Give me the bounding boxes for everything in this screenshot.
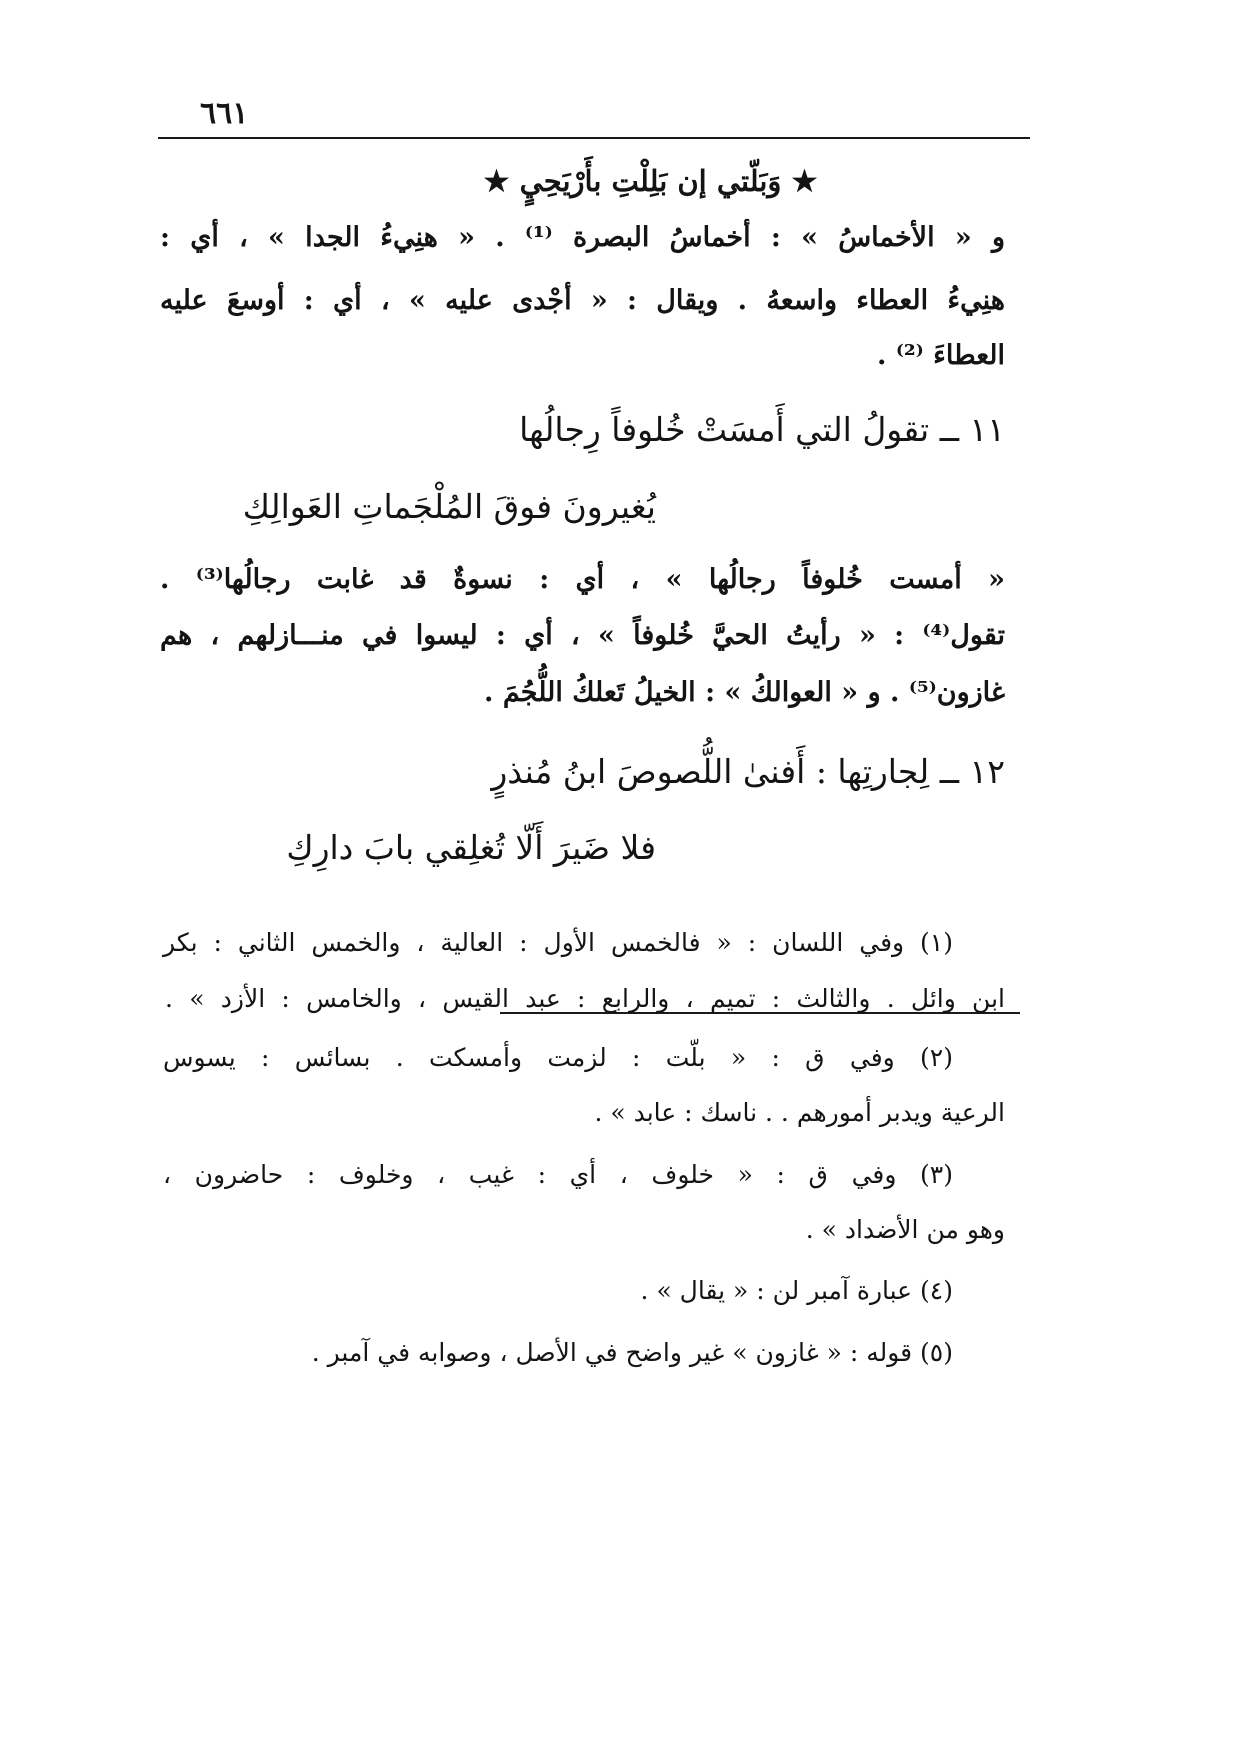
paragraph-line: غازون⁽⁵⁾ . و « العوالكُ » : الخيلُ تَعلكُ اللُّجُمَ .	[484, 677, 1005, 708]
verse-quote: ★ وَبَلّتي إن بَلِلْتِ بأَرْيَحِيٍ ★	[483, 164, 818, 198]
footnote-line: الرعية ويدبر أمورهم . . ناسك : عابد » .	[594, 1098, 1005, 1127]
poem-hemistich-first: ١١ ــ تقولُ التي أَمسَتْ خُلوفاً رِجالُها	[519, 410, 1005, 449]
poem-hemistich-first: ١٢ ــ لِجارتِها : أَفنىٰ اللُّصوصَ ابنُ مُنذرٍ	[491, 752, 1005, 791]
footnote-line: وهو من الأضداد » .	[805, 1215, 1005, 1244]
poem-hemistich-second: فلا ضَيرَ أَلّا تُغلِقي بابَ دارِكِ	[286, 828, 656, 867]
paragraph-line: العطاءَ ⁽²⁾ .	[877, 340, 1005, 371]
footnote-line: (١) وفي اللسان : « فالخمس الأول : العالية ، والخمس الثاني : بكر	[163, 928, 953, 957]
footnote-line: (٥) قوله : « غازون » غير واضح في الأصل ، وصوابه في آمبر .	[311, 1338, 953, 1367]
footnote-line: (٤) عبارة آمبر لن : « يقال » .	[640, 1276, 953, 1305]
footnote-line: ابن وائل . والثالث : تميم ، والرابع : عبد القيس ، والخامس : الأزد » .	[165, 984, 1005, 1013]
paragraph-line: تقول⁽⁴⁾ : « رأيتُ الحيَّ خُلوفاً » ، أي : ليسوا في منـــازلهم ، هم	[160, 620, 1005, 651]
paragraph-line: هنِيءُ العطاء واسعهُ . ويقال : « أجْدى عليه » ، أي : أوسعَ عليه	[160, 285, 1005, 316]
page-number: ٦٦١	[200, 96, 249, 131]
footnote-line: (٢) وفي ق : « بلّت : لزمت وأمسكت . بسائس : يسوس	[163, 1043, 953, 1072]
header-divider	[158, 137, 1030, 139]
poem-hemistich-second: يُغيرونَ فوقَ المُلْجَماتِ العَوالِكِ	[242, 487, 656, 526]
footnote-line: (٣) وفي ق : « خلوف ، أي : غيب ، وخلوف : حاضرون ،	[163, 1160, 953, 1189]
paragraph-line: « أمست خُلوفاً رجالُها » ، أي : نسوةٌ قد غابت رجالُها⁽³⁾ .	[160, 564, 1006, 595]
paragraph-line: و « الأخماسُ » : أخماسُ البصرة ⁽¹⁾ . « هنِيءُ الجدا » ، أي :	[160, 222, 1005, 253]
